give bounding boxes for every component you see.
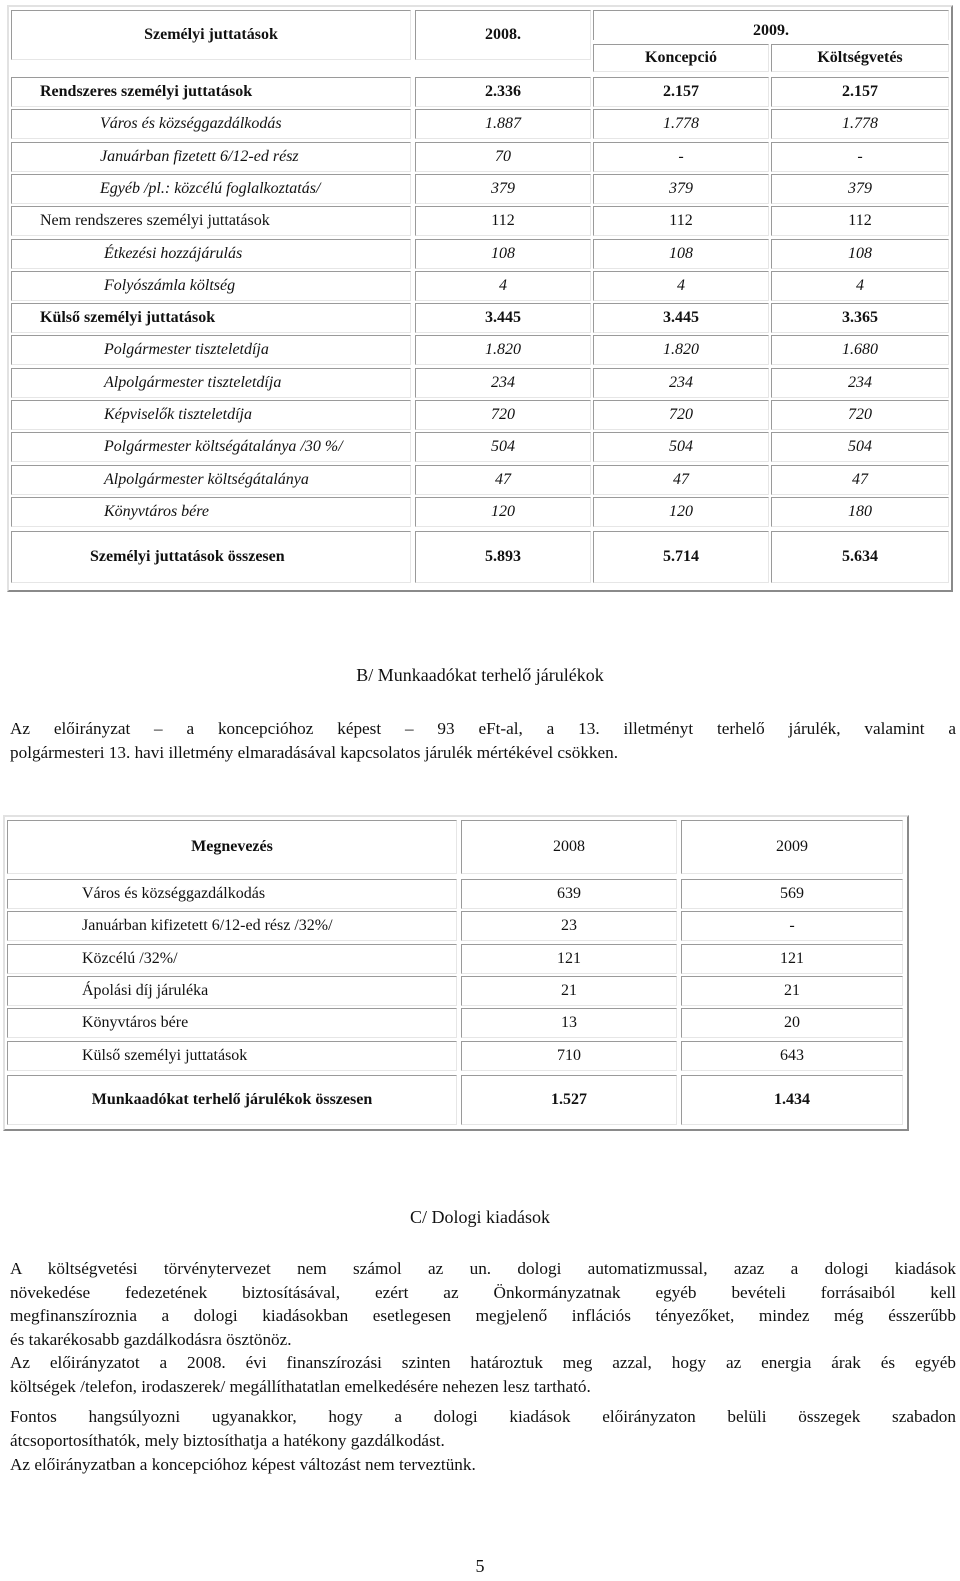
table-row-label: Külső személyi juttatások	[11, 303, 411, 333]
table-cell-koltsegvetes: 180	[771, 497, 949, 527]
table-cell-koltsegvetes: 3.365	[771, 303, 949, 333]
table-cell-koncepcio: 504	[593, 432, 769, 462]
header-megnevezes: Megnevezés	[7, 820, 457, 874]
table-row-label: Képviselők tiszteletdíja	[11, 400, 411, 430]
table-row-label: Egyéb /pl.: közcélú foglalkoztatás/	[11, 174, 411, 204]
table-cell-koncepcio: 1.820	[593, 335, 769, 365]
table-row-label: Étkezési hozzájárulás	[11, 239, 411, 269]
table-cell-2008: 21	[461, 976, 677, 1006]
table-cell-koncepcio: 112	[593, 206, 769, 236]
total-koncepcio: 5.714	[593, 531, 769, 583]
table-cell-2008: 639	[461, 879, 677, 909]
header-2008: 2008.	[415, 10, 591, 60]
para-line: Fontos hangsúlyozni ugyanakkor, hogy a dologi kiadások előirányzaton belüli összegek szabadon	[10, 1407, 956, 1426]
table-cell-koncepcio: 108	[593, 239, 769, 269]
table-cell-2008: 4	[415, 271, 591, 301]
table-cell-koltsegvetes: 4	[771, 271, 949, 301]
table-cell-koltsegvetes: 504	[771, 432, 949, 462]
table-cell-koltsegvetes: 1.778	[771, 109, 949, 139]
table-cell-2008: 120	[415, 497, 591, 527]
table-cell-2008: 234	[415, 368, 591, 398]
table-cell-2008: 1.887	[415, 109, 591, 139]
total-label: Személyi juttatások összesen	[11, 531, 411, 583]
table-cell-koltsegvetes: 47	[771, 465, 949, 495]
total-koltsegvetes: 5.634	[771, 531, 949, 583]
section-c-paragraph-1	[10, 1257, 956, 1351]
table-row-label: Rendszeres személyi juttatások	[11, 77, 411, 107]
section-b-paragraph	[10, 717, 956, 764]
table-cell-koltsegvetes: 720	[771, 400, 949, 430]
subheader-koncepcio: Koncepció	[593, 44, 769, 72]
total-2009: 1.434	[681, 1075, 903, 1125]
para-line: A költségvetési törvénytervezet nem számol az un. dologi automatizmussal, azaz a dologi kiadások	[10, 1259, 956, 1278]
table-cell-2008: 710	[461, 1041, 677, 1071]
table-cell-koltsegvetes: 234	[771, 368, 949, 398]
table-cell-koncepcio: 2.157	[593, 77, 769, 107]
table-row-label: Könyvtáros bére	[11, 497, 411, 527]
para-line: költségek /telefon, irodaszerek/ megállíthatatlan emelkedésére nehezen lesz tartható.	[10, 1376, 591, 1396]
table-cell-2008: 47	[415, 465, 591, 495]
personnel-benefits-table	[7, 5, 953, 592]
table-row-label: Külső személyi juttatások	[7, 1041, 457, 1071]
table-row-label: Könyvtáros bére	[7, 1008, 457, 1038]
table-cell-2009: 20	[681, 1008, 903, 1038]
para-line: növekedése fedezetének biztosításával, ezért az Önkormányzatnak egyéb bevételi forrásaiból kell	[10, 1282, 956, 1302]
header-2009: 2009	[681, 820, 903, 874]
table-row-label: Város és községgazdálkodás	[7, 879, 457, 909]
para-line: Az előirányzatban a koncepcióhoz képest változást nem terveztünk.	[10, 1455, 476, 1474]
table-cell-koncepcio: 47	[593, 465, 769, 495]
table-cell-koltsegvetes: 379	[771, 174, 949, 204]
table-cell-2009: 643	[681, 1041, 903, 1071]
table-cell-koncepcio: -	[593, 142, 769, 172]
table-cell-2009: 21	[681, 976, 903, 1006]
table-cell-2009: 121	[681, 944, 903, 974]
table-cell-2008: 379	[415, 174, 591, 204]
table-cell-koltsegvetes: 108	[771, 239, 949, 269]
table-row-label: Város és községgazdálkodás	[11, 109, 411, 139]
table-cell-2008: 3.445	[415, 303, 591, 333]
table-row-label: Januárban kifizetett 6/12-ed rész /32%/	[7, 911, 457, 941]
total-2008: 1.527	[461, 1075, 677, 1125]
table-cell-koncepcio: 3.445	[593, 303, 769, 333]
employer-contributions-table	[3, 815, 909, 1131]
page-number: 5	[475, 1556, 485, 1576]
table-cell-2008: 1.820	[415, 335, 591, 365]
header-2008: 2008	[461, 820, 677, 874]
table-row-label: Januárban fizetett 6/12-ed rész	[11, 142, 411, 172]
para-line: átcsoportosíthatók, mely biztosíthatja a hatékony gazdálkodást.	[10, 1430, 445, 1450]
table-cell-2008: 504	[415, 432, 591, 462]
table-row-label: Polgármester költségátalánya /30 %/	[11, 432, 411, 462]
subheader-koltsegvetes: Költségvetés	[771, 44, 949, 72]
table-row-label: Nem rendszeres személyi juttatások	[11, 206, 411, 236]
table-cell-koncepcio: 1.778	[593, 109, 769, 139]
table-row-label: Folyószámla költség	[11, 271, 411, 301]
table-cell-koncepcio: 234	[593, 368, 769, 398]
table-cell-2008: 2.336	[415, 77, 591, 107]
section-b-heading: B/ Munkaadókat terhelő járulékok	[356, 665, 604, 685]
table-cell-2009: 569	[681, 879, 903, 909]
total-2008: 5.893	[415, 531, 591, 583]
table-row-label: Polgármester tiszteletdíja	[11, 335, 411, 365]
table-cell-koltsegvetes: -	[771, 142, 949, 172]
table-cell-2008: 23	[461, 911, 677, 941]
total-label: Munkaadókat terhelő járulékok összesen	[7, 1075, 457, 1125]
table-cell-koncepcio: 4	[593, 271, 769, 301]
para-line: Az előirányzatot a 2008. évi finanszírozási szinten határoztuk meg azzal, hogy az energia árak és egyéb	[10, 1353, 956, 1372]
table-cell-2008: 720	[415, 400, 591, 430]
para-line: polgármesteri 13. havi illetmény elmaradásával kapcsolatos járulék mértékével csökken.	[10, 742, 619, 762]
table-cell-koltsegvetes: 2.157	[771, 77, 949, 107]
table-cell-koncepcio: 120	[593, 497, 769, 527]
table-cell-koltsegvetes: 1.680	[771, 335, 949, 365]
table-cell-koncepcio: 379	[593, 174, 769, 204]
section-c-paragraph-2	[10, 1351, 956, 1398]
table-cell-2009: -	[681, 911, 903, 941]
para-line: és takarékosabb gazdálkodásra ösztönöz.	[10, 1329, 292, 1349]
table-cell-2008: 121	[461, 944, 677, 974]
table-cell-2008: 70	[415, 142, 591, 172]
header-2009: 2009.	[593, 10, 949, 40]
table-cell-2008: 112	[415, 206, 591, 236]
section-c-paragraph-3	[10, 1405, 956, 1452]
table-cell-koltsegvetes: 112	[771, 206, 949, 236]
para-line: Az előirányzat – a koncepcióhoz képest – 93 eFt-al, a 13. illetményt terhelő járulék, valamint a	[10, 719, 956, 738]
section-c-heading: C/ Dologi kiadások	[410, 1207, 550, 1227]
header-label: Személyi juttatások	[11, 10, 411, 60]
table-cell-2008: 13	[461, 1008, 677, 1038]
para-line: megfinanszíroznia a dologi kiadásokban esetlegesen megjelenő inflációs tényezőket, mindez még ésszerűbb	[10, 1306, 956, 1326]
table-row-label: Alpolgármester költségátalánya	[11, 465, 411, 495]
table-row-label: Közcélú /32%/	[7, 944, 457, 974]
table-row-label: Ápolási díj járuléka	[7, 976, 457, 1006]
section-c-paragraph-4	[10, 1453, 956, 1477]
table-cell-koncepcio: 720	[593, 400, 769, 430]
table-cell-2008: 108	[415, 239, 591, 269]
table-row-label: Alpolgármester tiszteletdíja	[11, 368, 411, 398]
